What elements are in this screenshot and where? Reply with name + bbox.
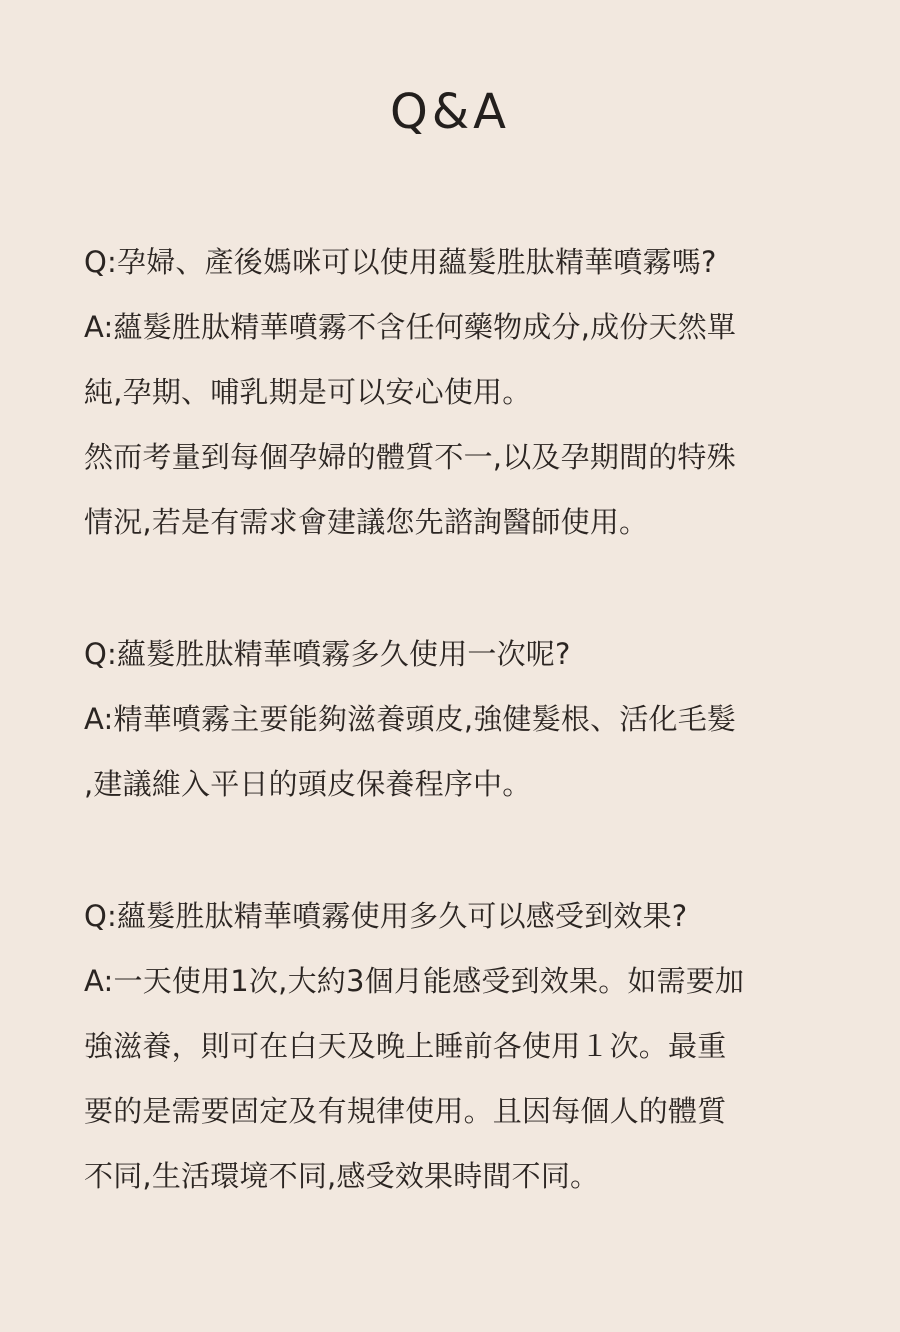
answer-1-line-3: 然而考量到每個孕婦的體質不一,以及孕期間的特殊	[84, 440, 736, 474]
answer-2-line-1: A:精華噴霧主要能夠滋養頭皮,強健髮根、活化毛髮	[84, 702, 737, 736]
answer-1-line-4: 情況,若是有需求會建議您先諮詢醫師使用。	[84, 505, 649, 539]
answer-1-line-1: A:蘊髮胜肽精華噴霧不含任何藥物成分,成份天然單	[84, 310, 737, 344]
answer-3-line-1: A:一天使用1次,大約3個月能感受到效果。如需要加	[84, 964, 745, 998]
answer-3-line-4: 不同,生活環境不同,感受效果時間不同。	[84, 1159, 600, 1193]
question-3: Q:蘊髮胜肽精華噴霧使用多久可以感受到效果?	[84, 899, 688, 933]
answer-1-line-2: 純,孕期、哺乳期是可以安心使用。	[84, 375, 532, 409]
question-2: Q:蘊髮胜肽精華噴霧多久使用一次呢?	[84, 637, 571, 671]
answer-3-line-2: 強滋養，則可在白天及晚上睡前各使用１次。最重	[84, 1029, 727, 1063]
page-title: Q&A	[389, 84, 511, 140]
answer-3-line-3: 要的是需要固定及有規律使用。且因每個人的體質	[84, 1094, 727, 1128]
question-1: Q:孕婦、產後媽咪可以使用蘊髮胜肽精華噴霧嗎?	[84, 245, 717, 279]
answer-2-line-2: ,建議維入平日的頭皮保養程序中。	[84, 767, 532, 801]
